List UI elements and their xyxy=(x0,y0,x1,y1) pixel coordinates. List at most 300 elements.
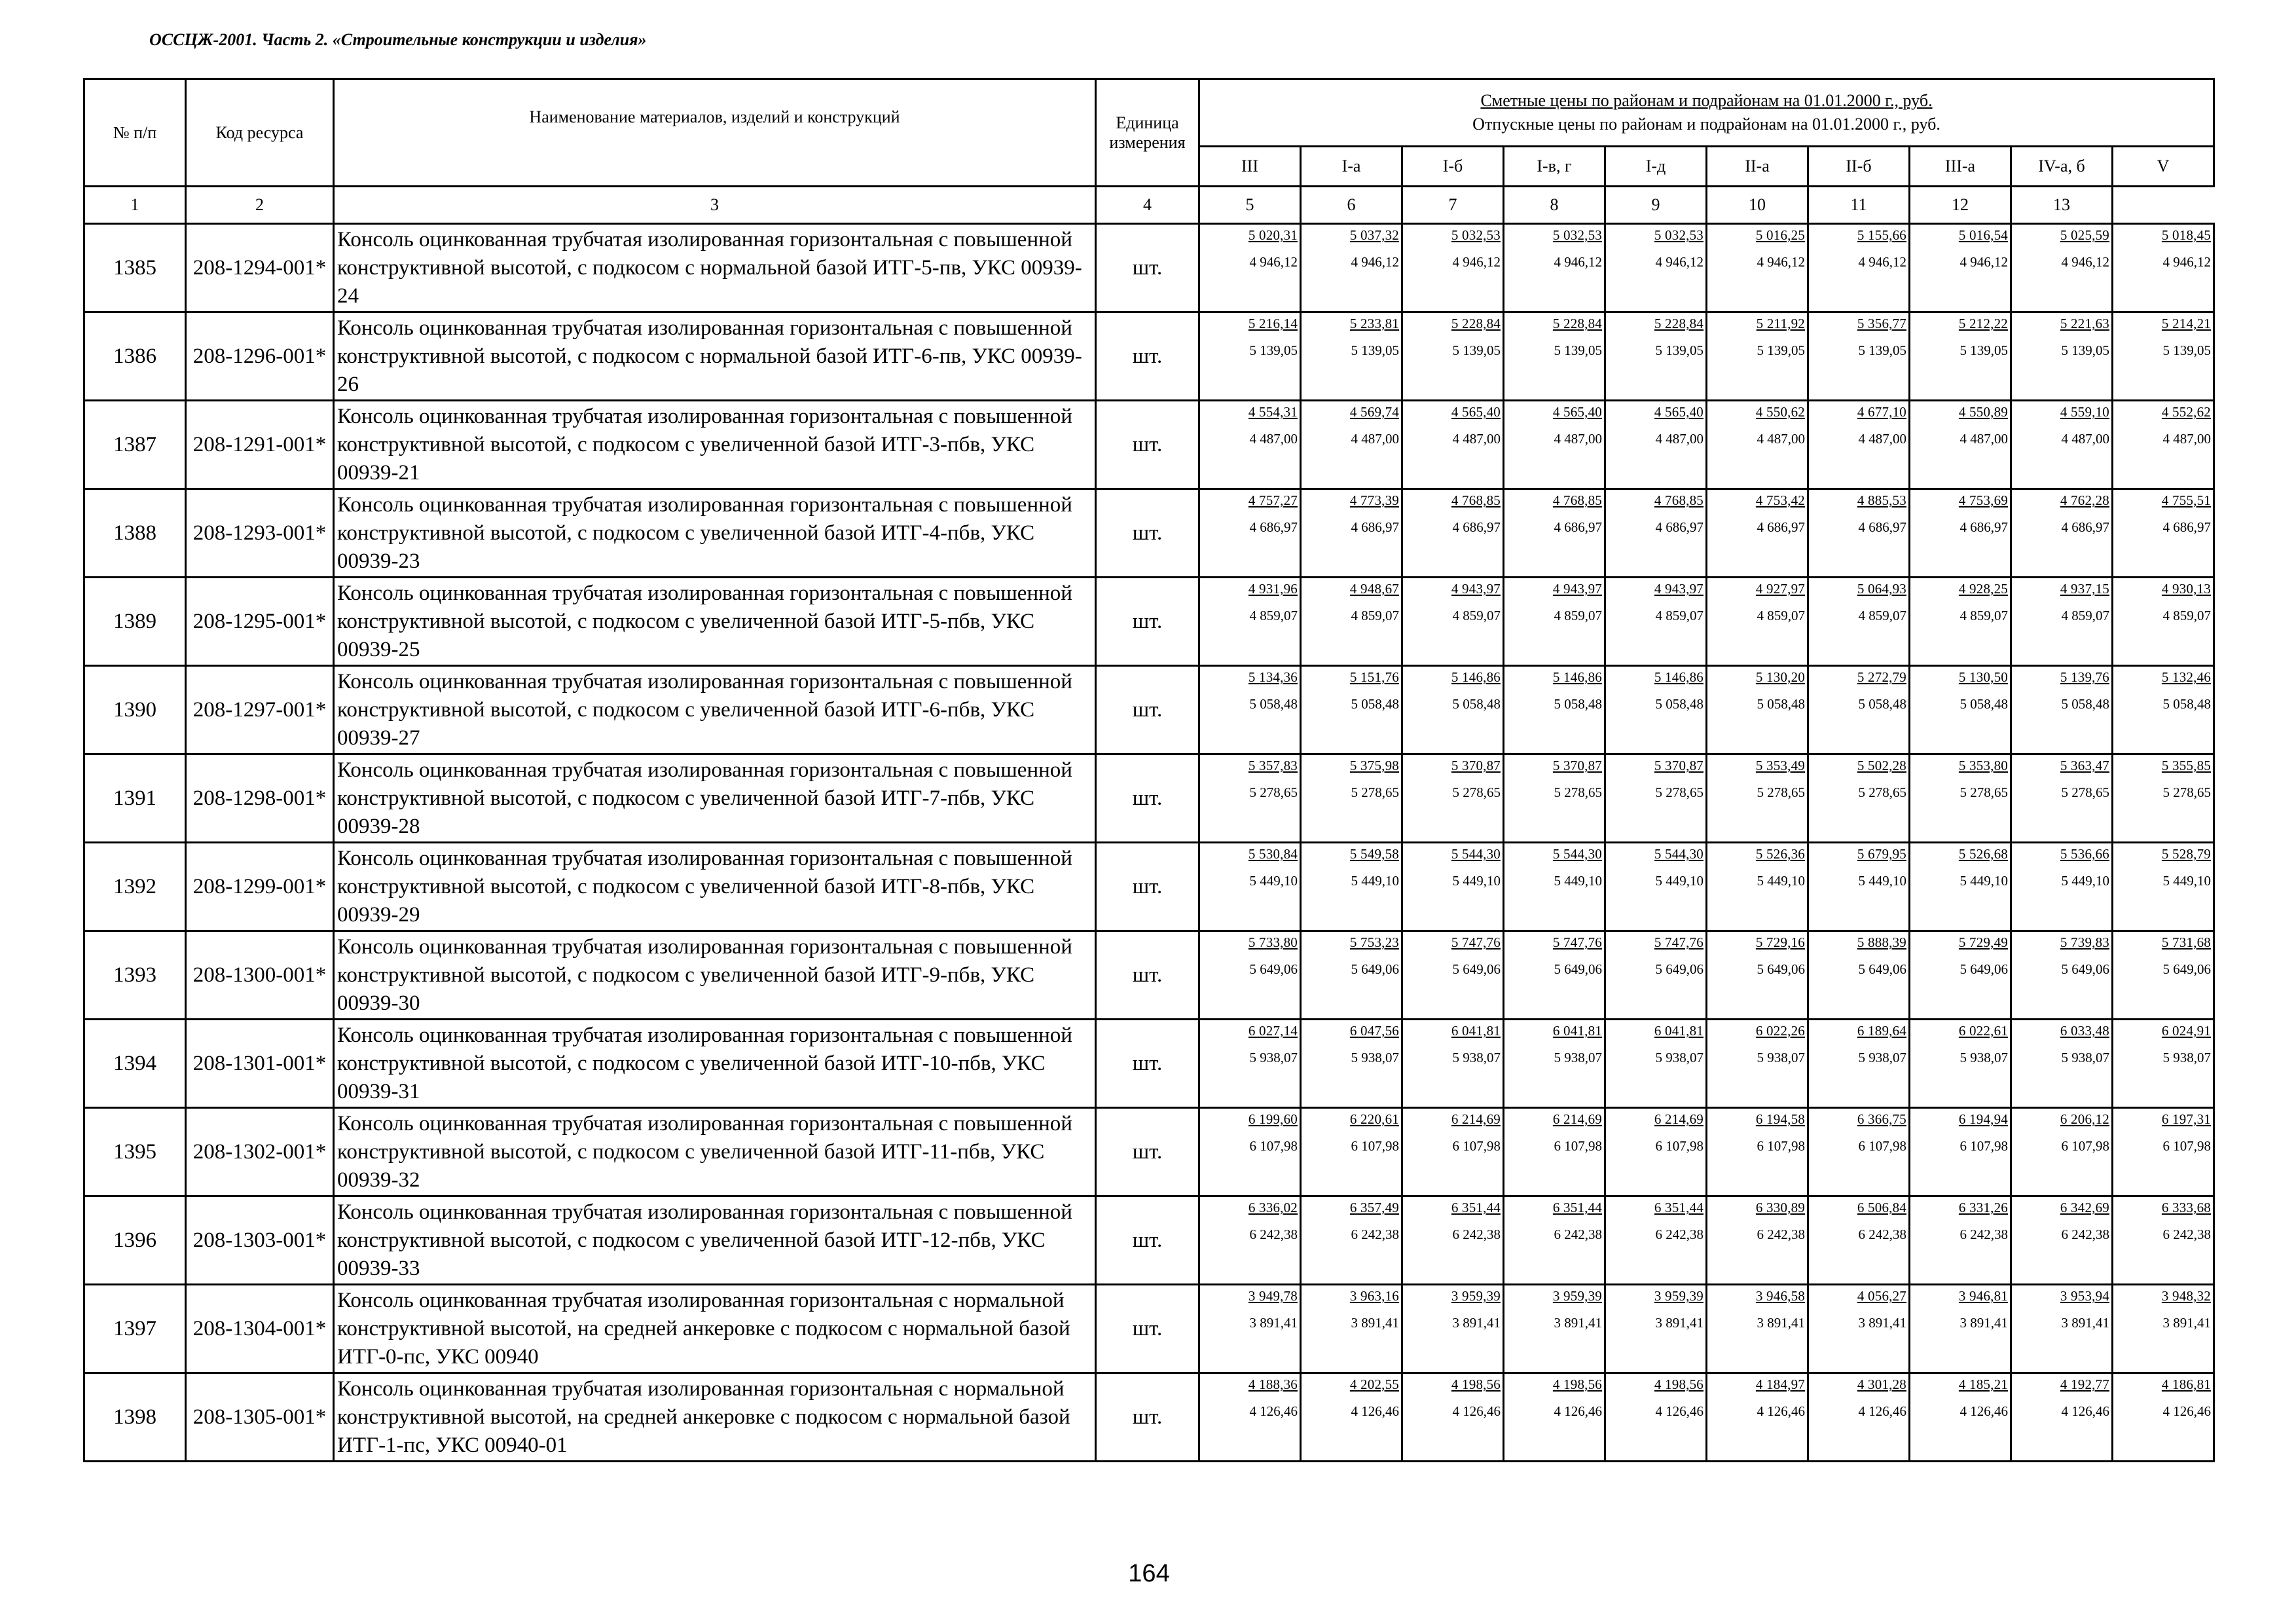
estimated-price: 6 506,84 xyxy=(1857,1200,1906,1215)
price-cell xyxy=(1707,1020,1808,1108)
price-cell xyxy=(1605,1373,1707,1462)
price-cell xyxy=(1808,401,1910,489)
release-price: 4 859,07 xyxy=(1452,608,1501,623)
row-number: 1385 xyxy=(84,224,186,312)
estimated-price: 4 768,85 xyxy=(1451,492,1501,508)
item-name: Консоль оцинкованная трубчатая изолированная горизонтальная с повышенной конструктивной высотой, с подкосом с увеличенной базой ИТГ-11-пбв, УКС 00939-32 xyxy=(334,1108,1096,1196)
price-cell xyxy=(1707,312,1808,401)
price-cell xyxy=(2113,401,2214,489)
release-price: 5 938,07 xyxy=(1655,1050,1704,1065)
unit: шт. xyxy=(1096,1285,1199,1373)
release-price: 4 946,12 xyxy=(1452,254,1501,270)
release-price: 4 686,97 xyxy=(1452,519,1501,535)
estimated-price: 4 753,69 xyxy=(1958,492,2008,508)
header-code: Код ресурса xyxy=(186,79,334,187)
estimated-price: 5 064,93 xyxy=(1857,581,1906,597)
prices-subtitle: Отпускные цены по районам и подрайонам на 01.01.2000 г., руб. xyxy=(1472,115,1941,134)
release-price: 6 242,38 xyxy=(1655,1227,1704,1242)
region-header: II-б xyxy=(1808,147,1910,187)
price-cell xyxy=(1504,1108,1605,1196)
estimated-price: 5 502,28 xyxy=(1857,758,1906,773)
estimated-price: 6 366,75 xyxy=(1857,1111,1906,1127)
release-price: 3 891,41 xyxy=(1554,1315,1602,1331)
estimated-price: 6 214,69 xyxy=(1451,1111,1501,1127)
estimated-price: 5 272,79 xyxy=(1857,669,1906,685)
release-price: 5 139,05 xyxy=(1452,342,1501,358)
unit: шт. xyxy=(1096,401,1199,489)
release-price: 4 487,00 xyxy=(2162,431,2212,447)
price-cell xyxy=(1199,1373,1301,1462)
price-cell xyxy=(1808,1285,1910,1373)
release-price: 5 278,65 xyxy=(1452,784,1501,800)
release-price: 6 242,38 xyxy=(1249,1227,1298,1242)
estimated-price: 4 192,77 xyxy=(2060,1376,2109,1392)
release-price: 6 242,38 xyxy=(1351,1227,1399,1242)
release-price: 4 126,46 xyxy=(1351,1403,1399,1419)
price-cell xyxy=(1605,1196,1707,1285)
release-price: 5 058,48 xyxy=(1858,696,1906,712)
release-price: 4 126,46 xyxy=(1554,1403,1602,1419)
item-name: Консоль оцинкованная трубчатая изолированная горизонтальная с повышенной конструктивной высотой, с подкосом с увеличенной базой ИТГ-10-пбв, УКС 00939-31 xyxy=(334,1020,1096,1108)
estimated-price: 5 356,77 xyxy=(1857,316,1906,331)
release-price: 5 449,10 xyxy=(1452,873,1501,889)
estimated-price: 6 027,14 xyxy=(1248,1023,1298,1039)
release-price: 5 139,05 xyxy=(1554,342,1602,358)
estimated-price: 5 733,80 xyxy=(1248,934,1298,950)
release-price: 4 487,00 xyxy=(1249,431,1298,447)
estimated-price: 5 536,66 xyxy=(2060,846,2109,862)
region-header: V xyxy=(2113,147,2214,187)
estimated-price: 3 959,39 xyxy=(1552,1288,1602,1304)
estimated-price: 5 530,84 xyxy=(1248,846,1298,862)
estimated-price: 4 762,28 xyxy=(2060,492,2109,508)
resource-code: 208-1293-001* xyxy=(186,489,334,578)
table-row xyxy=(84,1373,2214,1462)
release-price: 5 139,05 xyxy=(1249,342,1298,358)
estimated-price: 4 185,21 xyxy=(1958,1376,2008,1392)
price-cell xyxy=(1504,401,1605,489)
estimated-price: 5 025,59 xyxy=(2060,227,2109,243)
price-cell xyxy=(1402,1108,1504,1196)
release-price: 5 449,10 xyxy=(1351,873,1399,889)
release-price: 6 107,98 xyxy=(1757,1138,1805,1154)
price-cell xyxy=(1605,754,1707,843)
price-table xyxy=(83,78,2215,1462)
estimated-price: 4 773,39 xyxy=(1349,492,1399,508)
estimated-price: 4 755,51 xyxy=(2161,492,2212,508)
release-price: 5 058,48 xyxy=(1351,696,1399,712)
price-cell xyxy=(1199,931,1301,1020)
price-cell xyxy=(1402,224,1504,312)
release-price: 4 859,07 xyxy=(2162,608,2212,623)
estimated-price: 5 037,32 xyxy=(1349,227,1399,243)
price-cell xyxy=(1910,224,2011,312)
resource-code: 208-1294-001* xyxy=(186,224,334,312)
release-price: 6 107,98 xyxy=(1858,1138,1906,1154)
resource-code: 208-1295-001* xyxy=(186,578,334,666)
release-price: 4 859,07 xyxy=(2061,608,2109,623)
unit: шт. xyxy=(1096,312,1199,401)
release-price: 3 891,41 xyxy=(2162,1315,2212,1331)
estimated-price: 5 139,76 xyxy=(2060,669,2109,685)
price-cell xyxy=(1199,1020,1301,1108)
release-price: 4 859,07 xyxy=(1351,608,1399,623)
release-price: 6 242,38 xyxy=(1554,1227,1602,1242)
price-cell xyxy=(2113,578,2214,666)
estimated-price: 6 214,69 xyxy=(1654,1111,1704,1127)
price-cell xyxy=(1402,312,1504,401)
column-number: 5 xyxy=(1199,187,1301,224)
release-price: 5 278,65 xyxy=(1554,784,1602,800)
resource-code: 208-1305-001* xyxy=(186,1373,334,1462)
release-price: 5 449,10 xyxy=(1757,873,1805,889)
price-cell xyxy=(1301,1108,1402,1196)
header-unit: Единица измерения xyxy=(1096,79,1199,187)
release-price: 4 487,00 xyxy=(1757,431,1805,447)
resource-code: 208-1296-001* xyxy=(186,312,334,401)
price-cell xyxy=(2011,578,2113,666)
item-name: Консоль оцинкованная трубчатая изолированная горизонтальная с повышенной конструктивной высотой, с подкосом с увеличенной базой ИТГ-12-пбв, УКС 00939-33 xyxy=(334,1196,1096,1285)
estimated-price: 5 544,30 xyxy=(1552,846,1602,862)
release-price: 4 686,97 xyxy=(1858,519,1906,535)
estimated-price: 5 132,46 xyxy=(2161,669,2212,685)
price-cell xyxy=(1707,843,1808,931)
row-number: 1396 xyxy=(84,1196,186,1285)
resource-code: 208-1300-001* xyxy=(186,931,334,1020)
estimated-price: 5 526,36 xyxy=(1755,846,1805,862)
estimated-price: 3 959,39 xyxy=(1654,1288,1704,1304)
price-cell xyxy=(1605,578,1707,666)
estimated-price: 6 041,81 xyxy=(1451,1023,1501,1039)
price-cell xyxy=(1504,489,1605,578)
column-number: 2 xyxy=(186,187,334,224)
price-cell xyxy=(1402,931,1504,1020)
table-row xyxy=(84,666,2214,754)
estimated-price: 4 928,25 xyxy=(1958,581,2008,597)
release-price: 4 126,46 xyxy=(2061,1403,2109,1419)
release-price: 4 946,12 xyxy=(1959,254,2008,270)
release-price: 5 449,10 xyxy=(1249,873,1298,889)
row-number: 1398 xyxy=(84,1373,186,1462)
release-price: 4 946,12 xyxy=(1655,254,1704,270)
estimated-price: 5 357,83 xyxy=(1248,758,1298,773)
price-cell xyxy=(1504,754,1605,843)
estimated-price: 4 550,89 xyxy=(1958,404,2008,420)
estimated-price: 6 336,02 xyxy=(1248,1200,1298,1215)
price-cell xyxy=(2011,1196,2113,1285)
release-price: 4 946,12 xyxy=(2061,254,2109,270)
release-price: 5 278,65 xyxy=(2061,784,2109,800)
column-number: 4 xyxy=(1096,187,1199,224)
price-cell xyxy=(1707,754,1808,843)
release-price: 4 487,00 xyxy=(1351,431,1399,447)
price-cell xyxy=(1707,1285,1808,1373)
price-cell xyxy=(1402,489,1504,578)
estimated-price: 6 331,26 xyxy=(1958,1200,2008,1215)
price-cell xyxy=(1808,1373,1910,1462)
price-cell xyxy=(1504,843,1605,931)
row-number: 1387 xyxy=(84,401,186,489)
price-cell xyxy=(1301,1285,1402,1373)
release-price: 5 938,07 xyxy=(1351,1050,1399,1065)
price-cell xyxy=(1301,1373,1402,1462)
release-price: 3 891,41 xyxy=(1655,1315,1704,1331)
estimated-price: 6 022,61 xyxy=(1958,1023,2008,1039)
release-price: 4 946,12 xyxy=(1351,254,1399,270)
release-price: 5 278,65 xyxy=(1655,784,1704,800)
release-price: 5 449,10 xyxy=(2162,873,2212,889)
item-name: Консоль оцинкованная трубчатая изолированная горизонтальная с повышенной конструктивной высотой, с подкосом с увеличенной базой ИТГ-3-пбв, УКС 00939-21 xyxy=(334,401,1096,489)
release-price: 4 126,46 xyxy=(1757,1403,1805,1419)
price-cell xyxy=(2113,224,2214,312)
release-price: 5 649,06 xyxy=(2061,961,2109,977)
price-cell xyxy=(1910,1196,2011,1285)
estimated-price: 4 301,28 xyxy=(1857,1376,1906,1392)
estimated-price: 5 146,86 xyxy=(1451,669,1501,685)
estimated-price: 4 768,85 xyxy=(1654,492,1704,508)
estimated-price: 6 047,56 xyxy=(1349,1023,1399,1039)
release-price: 6 107,98 xyxy=(1959,1138,2008,1154)
region-header: III-а xyxy=(1910,147,2011,187)
estimated-price: 3 959,39 xyxy=(1451,1288,1501,1304)
estimated-price: 4 202,55 xyxy=(1349,1376,1399,1392)
estimated-price: 5 032,53 xyxy=(1451,227,1501,243)
price-cell xyxy=(1301,401,1402,489)
price-cell xyxy=(2113,1373,2214,1462)
estimated-price: 5 353,49 xyxy=(1755,758,1805,773)
header-prices xyxy=(1199,79,2214,147)
estimated-price: 5 753,23 xyxy=(1349,934,1399,950)
release-price: 6 107,98 xyxy=(2061,1138,2109,1154)
release-price: 4 946,12 xyxy=(1554,254,1602,270)
release-price: 5 938,07 xyxy=(1757,1050,1805,1065)
resource-code: 208-1304-001* xyxy=(186,1285,334,1373)
table-row xyxy=(84,1020,2214,1108)
release-price: 5 649,06 xyxy=(1959,961,2008,977)
release-price: 6 107,98 xyxy=(1452,1138,1501,1154)
release-price: 4 487,00 xyxy=(1452,431,1501,447)
unit: шт. xyxy=(1096,666,1199,754)
estimated-price: 4 186,81 xyxy=(2161,1376,2212,1392)
price-cell xyxy=(1199,312,1301,401)
price-cell xyxy=(1402,843,1504,931)
price-cell xyxy=(2113,1285,2214,1373)
release-price: 5 278,65 xyxy=(1249,784,1298,800)
release-price: 5 139,05 xyxy=(2162,342,2212,358)
price-cell xyxy=(2011,401,2113,489)
price-cell xyxy=(1605,489,1707,578)
estimated-price: 6 357,49 xyxy=(1349,1200,1399,1215)
price-cell xyxy=(1199,1108,1301,1196)
estimated-price: 6 214,69 xyxy=(1552,1111,1602,1127)
release-price: 5 278,65 xyxy=(1858,784,1906,800)
price-cell xyxy=(2011,489,2113,578)
row-number: 1393 xyxy=(84,931,186,1020)
estimated-price: 4 948,67 xyxy=(1349,581,1399,597)
unit: шт. xyxy=(1096,1373,1199,1462)
estimated-price: 5 032,53 xyxy=(1552,227,1602,243)
price-cell xyxy=(1910,401,2011,489)
release-price: 4 686,97 xyxy=(1655,519,1704,535)
resource-code: 208-1291-001* xyxy=(186,401,334,489)
estimated-price: 6 206,12 xyxy=(2060,1111,2109,1127)
release-price: 5 449,10 xyxy=(1655,873,1704,889)
price-cell xyxy=(2011,843,2113,931)
release-price: 6 107,98 xyxy=(2162,1138,2212,1154)
estimated-price: 5 679,95 xyxy=(1857,846,1906,862)
table-row xyxy=(84,578,2214,666)
item-name: Консоль оцинкованная трубчатая изолированная горизонтальная с повышенной конструктивной высотой, с подкосом с нормальной базой ИТГ-6-пв, УКС 00939-26 xyxy=(334,312,1096,401)
release-price: 5 649,06 xyxy=(1351,961,1399,977)
release-price: 5 058,48 xyxy=(1959,696,2008,712)
estimated-price: 5 353,80 xyxy=(1958,758,2008,773)
release-price: 3 891,41 xyxy=(1858,1315,1906,1331)
release-price: 5 058,48 xyxy=(1249,696,1298,712)
release-price: 5 649,06 xyxy=(1554,961,1602,977)
unit: шт. xyxy=(1096,224,1199,312)
estimated-price: 3 963,16 xyxy=(1349,1288,1399,1304)
release-price: 6 242,38 xyxy=(1757,1227,1805,1242)
region-header: I-в, г xyxy=(1504,147,1605,187)
estimated-price: 5 020,31 xyxy=(1248,227,1298,243)
price-cell xyxy=(1910,666,2011,754)
table-row xyxy=(84,489,2214,578)
estimated-price: 5 888,39 xyxy=(1857,934,1906,950)
release-price: 4 487,00 xyxy=(2061,431,2109,447)
column-number: 7 xyxy=(1402,187,1504,224)
unit: шт. xyxy=(1096,489,1199,578)
price-cell xyxy=(1199,666,1301,754)
estimated-price: 6 220,61 xyxy=(1349,1111,1399,1127)
estimated-price: 4 927,97 xyxy=(1755,581,1805,597)
price-cell xyxy=(1402,1020,1504,1108)
release-price: 5 058,48 xyxy=(1655,696,1704,712)
estimated-price: 5 747,76 xyxy=(1451,934,1501,950)
estimated-price: 5 544,30 xyxy=(1451,846,1501,862)
release-price: 5 938,07 xyxy=(1452,1050,1501,1065)
estimated-price: 6 041,81 xyxy=(1552,1023,1602,1039)
estimated-price: 5 018,45 xyxy=(2161,227,2212,243)
price-cell xyxy=(1504,1196,1605,1285)
region-header: I-а xyxy=(1301,147,1402,187)
price-cell xyxy=(1199,489,1301,578)
price-cell xyxy=(1910,1020,2011,1108)
estimated-price: 6 033,48 xyxy=(2060,1023,2109,1039)
estimated-price: 6 189,64 xyxy=(1857,1023,1906,1039)
estimated-price: 5 233,81 xyxy=(1349,316,1399,331)
price-cell xyxy=(1808,1108,1910,1196)
price-cell xyxy=(1301,312,1402,401)
price-cell xyxy=(1808,224,1910,312)
estimated-price: 5 370,87 xyxy=(1451,758,1501,773)
estimated-price: 4 198,56 xyxy=(1451,1376,1501,1392)
release-price: 6 242,38 xyxy=(1959,1227,2008,1242)
price-cell xyxy=(1199,1285,1301,1373)
price-cell xyxy=(1808,666,1910,754)
table-row xyxy=(84,401,2214,489)
item-name: Консоль оцинкованная трубчатая изолированная горизонтальная с повышенной конструктивной высотой, с подкосом с нормальной базой ИТГ-5-пв, УКС 00939-24 xyxy=(334,224,1096,312)
price-cell xyxy=(1707,931,1808,1020)
release-price: 5 649,06 xyxy=(1757,961,1805,977)
release-price: 6 107,98 xyxy=(1655,1138,1704,1154)
estimated-price: 5 747,76 xyxy=(1552,934,1602,950)
release-price: 4 686,97 xyxy=(1959,519,2008,535)
resource-code: 208-1299-001* xyxy=(186,843,334,931)
unit: шт. xyxy=(1096,1196,1199,1285)
release-price: 5 058,48 xyxy=(1554,696,1602,712)
price-cell xyxy=(1707,224,1808,312)
estimated-price: 5 216,14 xyxy=(1248,316,1298,331)
estimated-price: 4 188,36 xyxy=(1248,1376,1298,1392)
price-cell xyxy=(1301,666,1402,754)
release-price: 5 938,07 xyxy=(1249,1050,1298,1065)
price-cell xyxy=(1707,489,1808,578)
column-number: 11 xyxy=(1808,187,1910,224)
header-row xyxy=(84,79,2214,147)
price-cell xyxy=(1808,1020,1910,1108)
column-number: 6 xyxy=(1301,187,1402,224)
estimated-price: 5 130,50 xyxy=(1958,669,2008,685)
estimated-price: 4 943,97 xyxy=(1654,581,1704,597)
estimated-price: 5 370,87 xyxy=(1654,758,1704,773)
release-price: 5 649,06 xyxy=(1655,961,1704,977)
release-price: 4 126,46 xyxy=(1858,1403,1906,1419)
estimated-price: 3 946,81 xyxy=(1958,1288,2008,1304)
estimated-price: 4 753,42 xyxy=(1755,492,1805,508)
release-price: 4 859,07 xyxy=(1249,608,1298,623)
estimated-price: 4 930,13 xyxy=(2161,581,2212,597)
estimated-price: 3 953,94 xyxy=(2060,1288,2109,1304)
release-price: 5 938,07 xyxy=(2162,1050,2212,1065)
estimated-price: 5 729,16 xyxy=(1755,934,1805,950)
estimated-price: 4 885,53 xyxy=(1857,492,1906,508)
region-header: IV-а, б xyxy=(2011,147,2113,187)
price-cell xyxy=(1605,1285,1707,1373)
estimated-price: 4 931,96 xyxy=(1248,581,1298,597)
price-cell xyxy=(2113,843,2214,931)
price-cell xyxy=(1605,224,1707,312)
release-price: 5 278,65 xyxy=(1959,784,2008,800)
unit: шт. xyxy=(1096,843,1199,931)
price-cell xyxy=(1910,312,2011,401)
item-name: Консоль оцинкованная трубчатая изолированная горизонтальная с повышенной конструктивной высотой, с подкосом с увеличенной базой ИТГ-8-пбв, УКС 00939-29 xyxy=(334,843,1096,931)
price-cell xyxy=(2011,1373,2113,1462)
release-price: 3 891,41 xyxy=(2061,1315,2109,1331)
table-row xyxy=(84,224,2214,312)
release-price: 5 449,10 xyxy=(1554,873,1602,889)
item-name: Консоль оцинкованная трубчатая изолированная горизонтальная с нормальной конструктивной высотой, на средней анкеровке с подкосом с нормальной базой ИТГ-1-пс, УКС 00940-01 xyxy=(334,1373,1096,1462)
release-price: 4 859,07 xyxy=(1757,608,1805,623)
row-number: 1392 xyxy=(84,843,186,931)
price-cell xyxy=(1808,754,1910,843)
release-price: 4 126,46 xyxy=(1249,1403,1298,1419)
row-number: 1395 xyxy=(84,1108,186,1196)
row-number: 1390 xyxy=(84,666,186,754)
price-cell xyxy=(2011,312,2113,401)
price-cell xyxy=(1605,666,1707,754)
estimated-price: 4 677,10 xyxy=(1857,404,1906,420)
prices-title: Сметные цены по районам и подрайонам на 01.01.2000 г., руб. xyxy=(1480,91,1933,110)
price-cell xyxy=(1808,489,1910,578)
release-price: 5 938,07 xyxy=(2061,1050,2109,1065)
estimated-price: 5 549,58 xyxy=(1349,846,1399,862)
item-name: Консоль оцинкованная трубчатая изолированная горизонтальная с повышенной конструктивной высотой, с подкосом с увеличенной базой ИТГ-6-пбв, УКС 00939-27 xyxy=(334,666,1096,754)
price-cell xyxy=(1199,401,1301,489)
release-price: 3 891,41 xyxy=(1959,1315,2008,1331)
estimated-price: 5 155,66 xyxy=(1857,227,1906,243)
estimated-price: 6 342,69 xyxy=(2060,1200,2109,1215)
table-row xyxy=(84,843,2214,931)
